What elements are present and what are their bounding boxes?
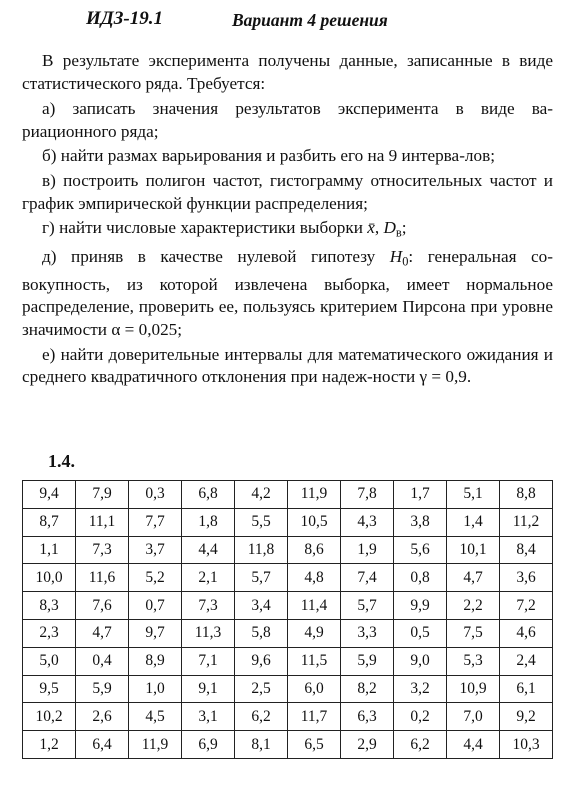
table-cell: 2,6 — [76, 703, 129, 731]
table-cell: 1,8 — [182, 508, 235, 536]
item-f — [22, 344, 553, 389]
table-cell: 2,2 — [447, 592, 500, 620]
table-cell: 11,5 — [288, 647, 341, 675]
table-cell: 1,0 — [129, 675, 182, 703]
table-cell: 4,5 — [129, 703, 182, 731]
table-cell: 6,8 — [182, 481, 235, 509]
table-cell: 4,9 — [288, 619, 341, 647]
table-cell: 10,1 — [447, 536, 500, 564]
table-cell: 2,9 — [341, 731, 394, 759]
table-cell: 6,0 — [288, 675, 341, 703]
table-cell: 8,1 — [235, 731, 288, 759]
table-row — [23, 481, 553, 509]
table-row — [23, 703, 553, 731]
table-cell: 9,2 — [500, 703, 553, 731]
item-e-text1: д) приняв в качестве нулевой гипотезу — [42, 247, 376, 267]
table-cell: 8,7 — [23, 508, 76, 536]
hypothesis-symbol: H — [389, 247, 403, 267]
item-d-end: ; — [401, 218, 407, 238]
section-number: 1.4. — [48, 451, 75, 471]
data-table — [22, 480, 553, 759]
item-b: б) найти размах варьирования и разбить его на 9 интерва-лов; — [42, 146, 495, 166]
table-row — [23, 508, 553, 536]
table-cell: 5,3 — [447, 647, 500, 675]
table-cell: 11,9 — [288, 481, 341, 509]
table-cell: 11,6 — [76, 564, 129, 592]
table-cell: 7,5 — [447, 619, 500, 647]
table-cell: 5,1 — [447, 481, 500, 509]
table-cell: 3,1 — [182, 703, 235, 731]
table-row — [23, 647, 553, 675]
table-cell: 6,2 — [235, 703, 288, 731]
item-c: в) построить полигон частот, гистограмму относительных частот и график эмпирической функции распределения; — [22, 170, 553, 213]
table-cell: 4,6 — [500, 619, 553, 647]
table-cell: 8,4 — [500, 536, 553, 564]
table-cell: 2,5 — [235, 675, 288, 703]
table-row — [23, 536, 553, 564]
table-cell: 4,4 — [182, 536, 235, 564]
table-cell: 7,4 — [341, 564, 394, 592]
item-a: а) записать значения результатов эксперимента в виде ва-риационного ряда; — [22, 99, 553, 141]
table-cell: 4,8 — [288, 564, 341, 592]
table-cell: 11,8 — [235, 536, 288, 564]
variant-title: Вариант 4 решения — [232, 10, 388, 30]
table-cell: 4,2 — [235, 481, 288, 509]
table-cell: 5,2 — [129, 564, 182, 592]
table-cell: 0,3 — [129, 481, 182, 509]
table-cell: 3,6 — [500, 564, 553, 592]
table-row — [23, 619, 553, 647]
table-cell: 5,0 — [23, 647, 76, 675]
table-cell: 5,9 — [76, 675, 129, 703]
table-cell: 2,3 — [23, 619, 76, 647]
item-d-text: г) найти числовые характеристики выборки — [42, 218, 363, 238]
table-cell: 2,4 — [500, 647, 553, 675]
table-cell: 1,9 — [341, 536, 394, 564]
table-cell: 11,4 — [288, 592, 341, 620]
hypothesis-subscript: 0 — [402, 255, 409, 270]
item-d-sep: , — [374, 218, 384, 238]
table-cell: 7,1 — [182, 647, 235, 675]
table-cell: 9,0 — [394, 647, 447, 675]
table-cell: 2,1 — [182, 564, 235, 592]
table-cell: 6,5 — [288, 731, 341, 759]
table-cell: 1,4 — [447, 508, 500, 536]
sample-variance-symbol: D — [383, 218, 396, 238]
table-cell: 5,7 — [235, 564, 288, 592]
table-cell: 1,1 — [23, 536, 76, 564]
table-cell: 6,9 — [182, 731, 235, 759]
table-cell: 0,8 — [394, 564, 447, 592]
table-cell: 10,9 — [447, 675, 500, 703]
table-cell: 8,9 — [129, 647, 182, 675]
page-header — [0, 8, 585, 36]
table-cell: 11,1 — [76, 508, 129, 536]
table-cell: 3,3 — [341, 619, 394, 647]
item-e — [22, 246, 553, 341]
table-cell: 9,9 — [394, 592, 447, 620]
item-f-end: . — [466, 367, 472, 387]
table-cell: 1,7 — [394, 481, 447, 509]
table-cell: 5,8 — [235, 619, 288, 647]
table-cell: 7,3 — [76, 536, 129, 564]
table-cell: 8,2 — [341, 675, 394, 703]
table-cell: 7,9 — [76, 481, 129, 509]
table-cell: 9,1 — [182, 675, 235, 703]
table-cell: 6,3 — [341, 703, 394, 731]
table-cell: 1,2 — [23, 731, 76, 759]
table-cell: 3,4 — [235, 592, 288, 620]
table-cell: 7,2 — [500, 592, 553, 620]
table-cell: 8,3 — [23, 592, 76, 620]
item-e-text2: : генеральная со-вокупность, из которой извлечена выборка, имеет нормальное распределение, проверить ее, пользуясь критерием Пирсона при уровне значимости — [22, 247, 553, 339]
table-cell: 7,8 — [341, 481, 394, 509]
table-cell: 6,1 — [500, 675, 553, 703]
table-cell: 4,4 — [447, 731, 500, 759]
table-cell: 0,4 — [76, 647, 129, 675]
table-cell: 5,5 — [235, 508, 288, 536]
table-cell: 5,6 — [394, 536, 447, 564]
table-cell: 11,9 — [129, 731, 182, 759]
table-cell: 10,3 — [500, 731, 553, 759]
confidence-level: γ = 0,9 — [419, 367, 467, 387]
table-cell: 8,6 — [288, 536, 341, 564]
table-cell: 0,5 — [394, 619, 447, 647]
table-cell: 11,7 — [288, 703, 341, 731]
table-cell: 4,7 — [76, 619, 129, 647]
intro-paragraph: В результате эксперимента получены данные, записанные в виде статистического ряда. Требуется: — [22, 51, 553, 93]
table-cell: 7,3 — [182, 592, 235, 620]
table-cell: 3,8 — [394, 508, 447, 536]
table-cell: 11,3 — [182, 619, 235, 647]
table-cell: 9,5 — [23, 675, 76, 703]
table-cell: 8,8 — [500, 481, 553, 509]
table-cell: 7,6 — [76, 592, 129, 620]
table-cell: 4,7 — [447, 564, 500, 592]
table-row — [23, 731, 553, 759]
table-cell: 9,7 — [129, 619, 182, 647]
table-cell: 3,2 — [394, 675, 447, 703]
table-cell: 11,2 — [500, 508, 553, 536]
table-cell: 10,5 — [288, 508, 341, 536]
table-row — [23, 675, 553, 703]
item-e-end: ; — [177, 319, 183, 339]
table-cell: 10,2 — [23, 703, 76, 731]
table-cell: 5,7 — [341, 592, 394, 620]
table-cell: 10,0 — [23, 564, 76, 592]
significance-level: α = 0,025 — [111, 319, 178, 339]
table-cell: 7,7 — [129, 508, 182, 536]
table-cell: 0,7 — [129, 592, 182, 620]
table-cell: 3,7 — [129, 536, 182, 564]
problem-statement — [22, 50, 553, 391]
variance-subscript: в — [395, 225, 402, 240]
table-cell: 9,6 — [235, 647, 288, 675]
table-cell: 6,2 — [394, 731, 447, 759]
table-row — [23, 592, 553, 620]
table-cell: 7,0 — [447, 703, 500, 731]
table-cell: 4,3 — [341, 508, 394, 536]
table-cell: 6,4 — [76, 731, 129, 759]
item-f-text: е) найти доверительные интервалы для математического ожидания и среднего квадратичного отклонения при надеж-ности — [22, 344, 553, 387]
table-row — [23, 564, 553, 592]
sample-mean-symbol: x̄ — [367, 218, 375, 238]
table-cell: 9,4 — [23, 481, 76, 509]
table-cell: 0,2 — [394, 703, 447, 731]
assignment-code: ИДЗ-19.1 — [86, 8, 164, 29]
table-cell: 5,9 — [341, 647, 394, 675]
item-d — [22, 217, 553, 244]
